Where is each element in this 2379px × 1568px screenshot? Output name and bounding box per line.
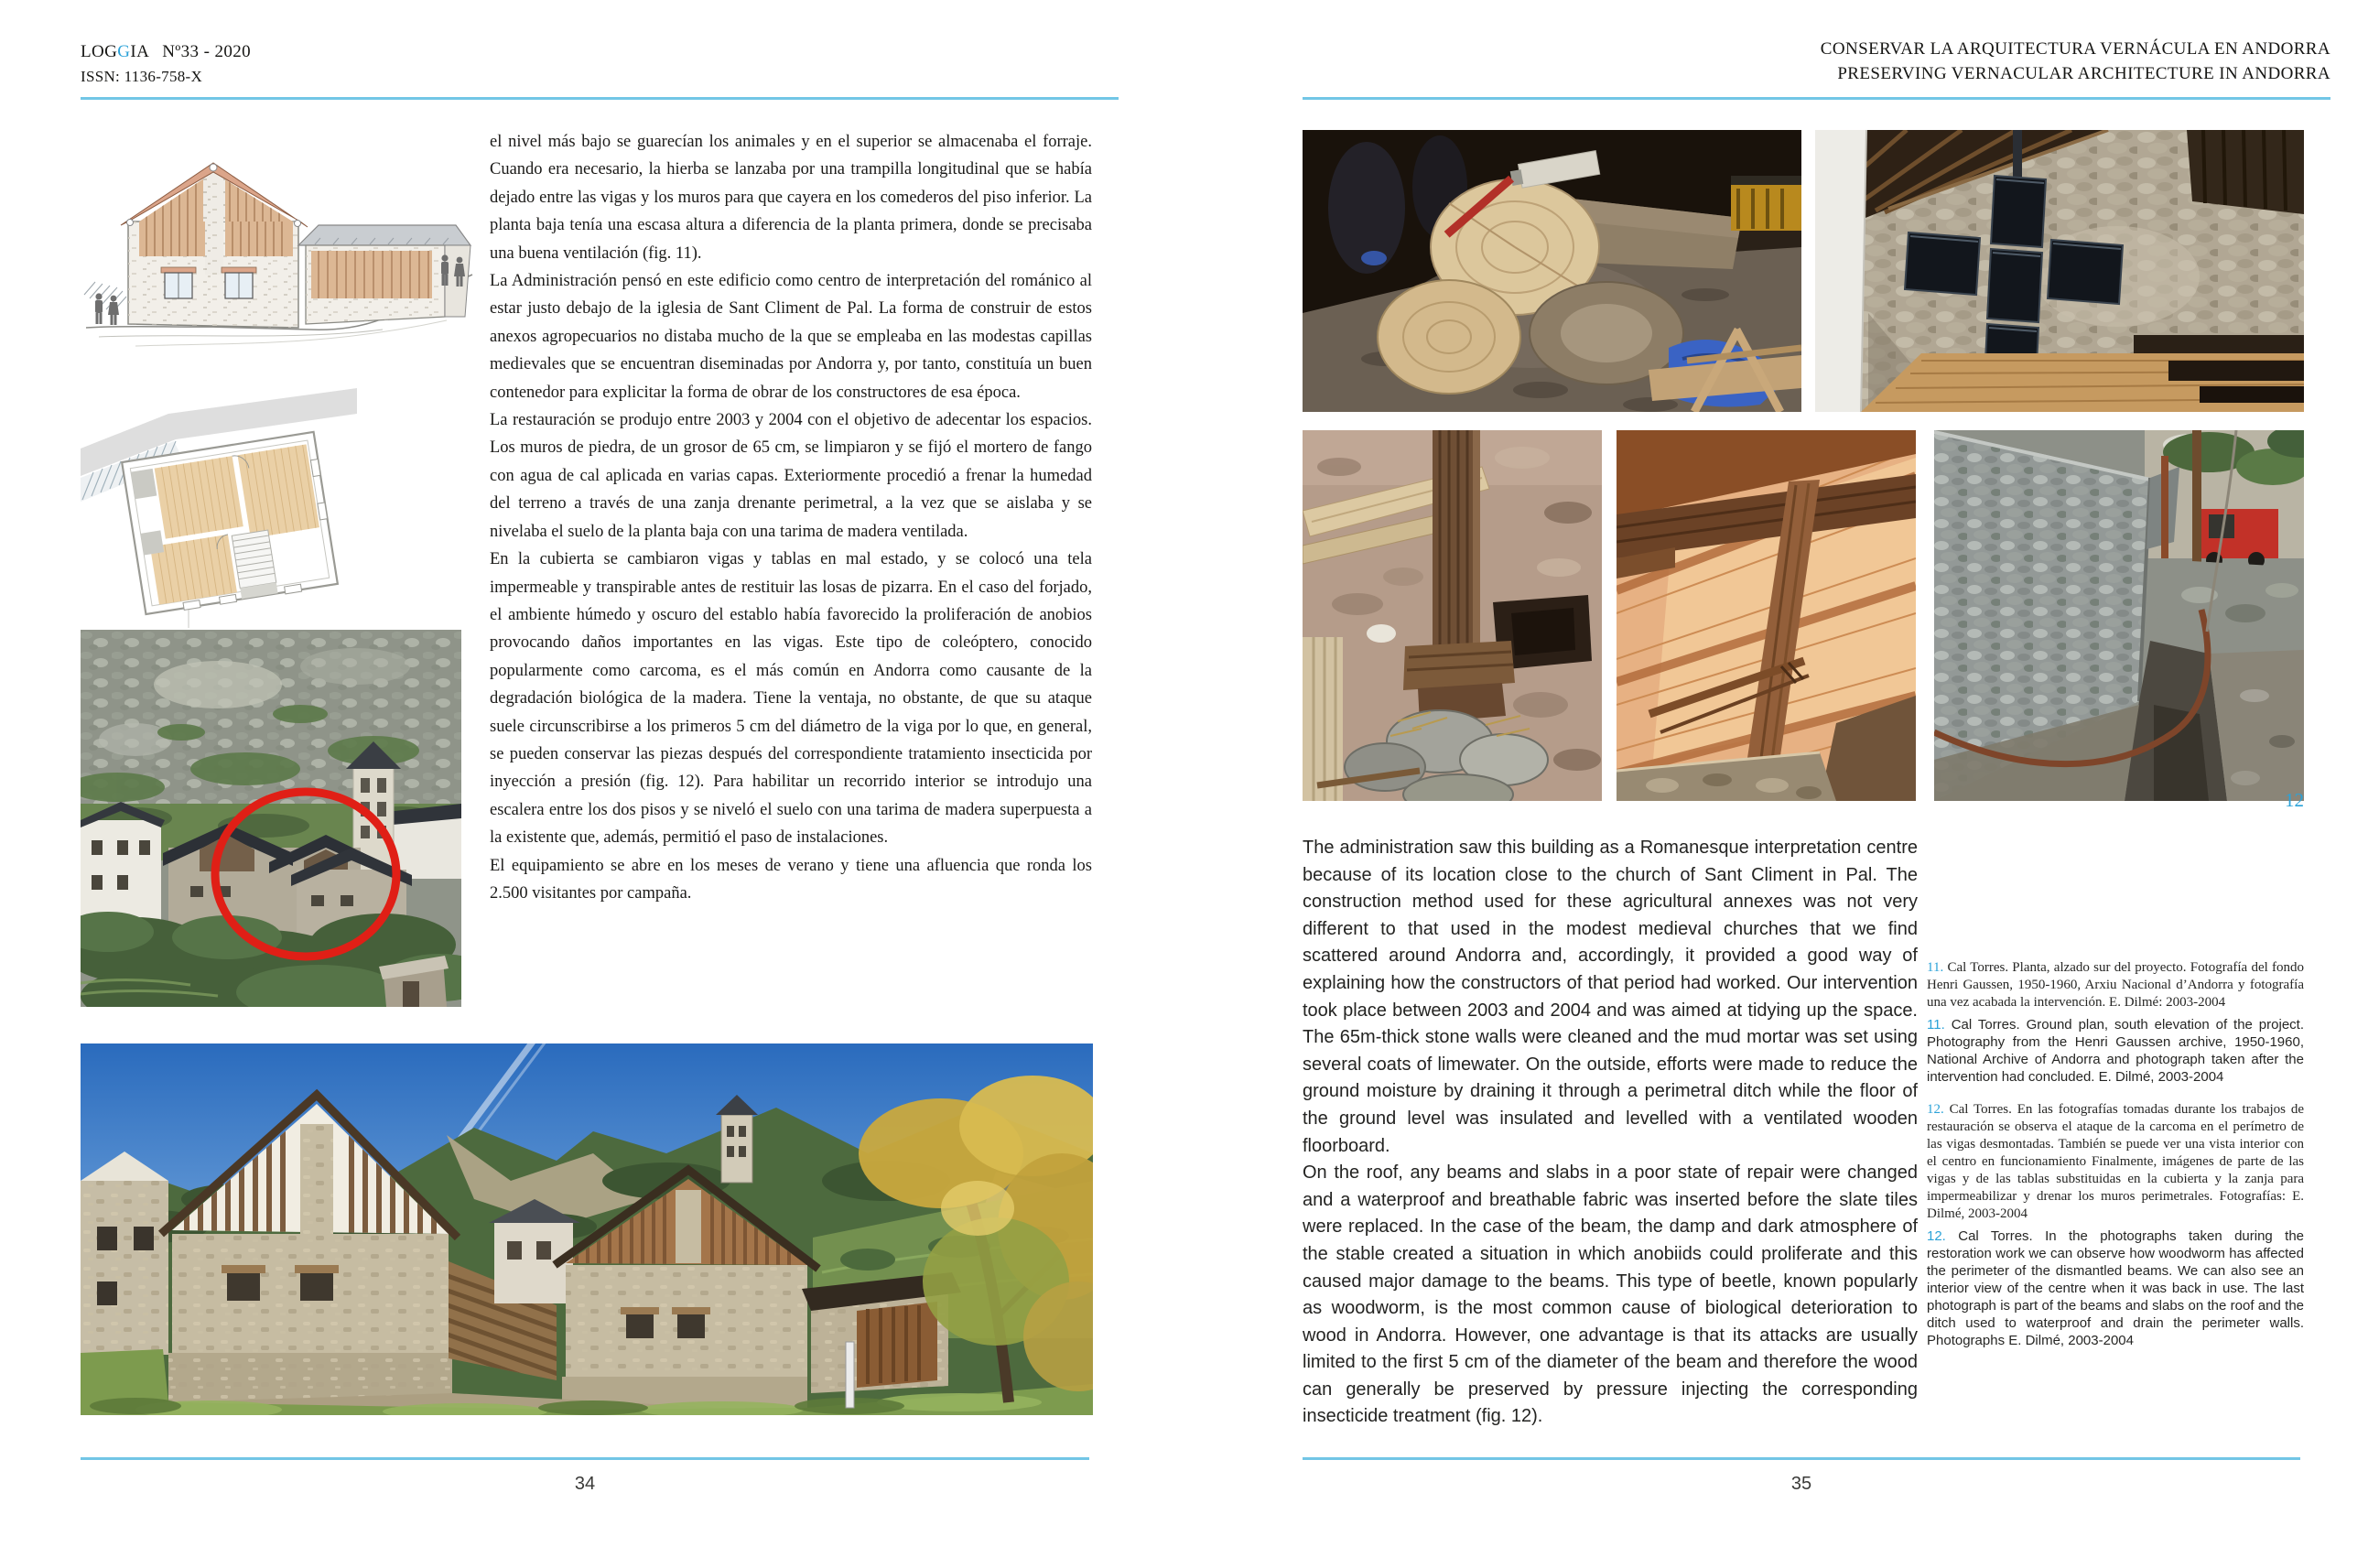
paragraph: El equipamiento se abre en los meses de verano y tiene una afluencia que ronda los 2.500 visitantes por campaña.: [490, 856, 1092, 903]
photo-centre-interior: [1815, 130, 2304, 412]
figure-12-label: 12: [2285, 789, 2304, 811]
caption-11-es: 11. Cal Torres. Planta, alzado sur del proyecto. Fotografía del fondo Henri Gaussen, 1950-1960, Arxiu Nacional d’Andorra y fotografía una vez acabada la intervención. E. Dilmé: 2003-2004: [1927, 960, 2305, 1010]
brand-ia: IA: [130, 42, 150, 61]
body-text-spanish: [490, 128, 1092, 907]
brand-log: LOG: [81, 42, 118, 61]
bottom-rule-right: [1303, 1457, 2300, 1460]
running-head-en: PRESERVING VERNACULAR ARCHITECTURE IN ANDORRA: [1837, 64, 2330, 83]
top-rule-right: [1303, 97, 2330, 100]
paragraph: el nivel más bajo se guarecían los animales y en el superior se almacenaba el forraje. Cuando era necesario, la hierba se lanzaba por una trampilla longitudinal que se había dejado entre las vigas y los muros para que cayera en los comederos del piso inferior. La planta baja tenía una escasa altura a diferencia de la planta primera, donde se precisaba una buena ventilación (fig. 11).: [490, 133, 1092, 263]
body-text-english: [1303, 835, 1918, 1431]
paragraph: La restauración se produjo entre 2003 y 2004 con el objetivo de adecentar los espacios. Los muros de piedra, de un grosor de 65 cm, se limpiaron y se fijó el mortero de fango con agua de cal aplicada en varias capas. Exteriormente procedió a frenar la humedad del terreno a través de una zanja drenante perimetral, a la vez que se aislaba y se nivelaba el suelo de la planta baja con una tarima de madera ventilada.: [490, 411, 1092, 541]
issue-number: Nº33 - 2020: [162, 42, 252, 61]
figure-elevation-drawing: [81, 137, 476, 357]
photo-drainage-ditch: [1934, 430, 2304, 801]
caption-number: 12.: [1927, 1228, 1946, 1244]
brand-accent-g: G: [117, 42, 131, 61]
photo-roof-interior: [1617, 430, 1916, 801]
captions-column: [1927, 959, 2304, 1349]
paragraph: En la cubierta se cambiaron vigas y tablas en mal estado, y se colocó una tela impermeable y transpirable antes de restituir las losas de pizarra. En el caso del forjado, el ambiente húmedo y oscuro del establo había favorecido la proliferación de anobios provocando daños importantes en las vigas. Este tipo de coleóptero, conocido popularmente como carcoma, es el más común en Andorra como causante de la degradación biológica de la madera. Tiene la ventaja, no obstante, de que su ataque suele circunscribirse a los primeros 5 cm del diámetro de la viga por lo que, en general, se pueden conservar las piezas después del correspondiente tratamiento insecticida por inyección a presión (fig. 12). Para habilitar un recorrido interior se introdujo una escalera entre los dos pisos y se niveló el suelo con una tarima de madera superpuesta a la existente que, además, permitió el paso de instalaciones.: [490, 550, 1092, 848]
photo-beam-woodworm: [1303, 430, 1602, 801]
caption-number: 11.: [1927, 960, 1944, 975]
photo-restored-buildings: [81, 1044, 1093, 1415]
running-head: [1303, 37, 2330, 86]
photo-dismantled-beams: [1303, 130, 1801, 412]
photo-village-pal-historic: [81, 630, 461, 1007]
paragraph: La Administración pensó en este edificio como centro de interpretación del románico al estar justo debajo de la iglesia de Sant Climent de Pal. La forma de construir de estos anexos agropecuarios no distaba mucho de la que se empleaba en las modestas capillas medievales que se encuentran diseminadas por Andorra y, por tanto, constituía un buen contenedor para explicitar la forma de obrar de los constructores de esa época.: [490, 272, 1092, 402]
page-number-left: 34: [574, 1474, 596, 1494]
caption-11-en: 11. Cal Torres. Ground plan, south elevation of the project. Photography from the Henri Gaussen archive, 1950-1960, National Archive of Andorra and photograph taken after the intervention had concluded. E. Dilmé, 2003-2004: [1927, 1017, 2304, 1085]
journal-masthead: [81, 40, 251, 64]
caption-12-en: 12. Cal Torres. In the photographs taken during the restoration work we can observe how woodworm has affected the perimeter of the dismantled beams. We can also see an interior view of the centre when it was back in use. The last photograph is part of the beams and slabs on the roof and the ditch used to waterproof and drain the perimeter walls. Photographs E. Dilmé, 2003-2004: [1927, 1228, 2304, 1348]
paragraph: The administration saw this building as a Romanesque interpretation centre because of its location close to the church of Sant Climent in Pal. The construction method used for these agricultural annexes was not very different to that used in the modest medieval churches that we find scattered around Andorra and, accordingly, it provided a good way of explaining how the constructors of that period had worked. Our intervention took place between 2003 and 2004 and was aimed at tidying up the space. The 65m-thick stone walls were cleaned and the mud mortar was set using several coats of limewater. On the outside, efforts were made to reduce the ground moisture by draining it through a perimetral ditch while the floor of the ground level was insulated and levelled with a ventilated wooden floorboard.: [1303, 838, 1918, 1156]
top-rule-left: [81, 97, 1119, 100]
caption-12-es: 12. Cal Torres. En las fotografías tomadas durante los trabajos de restauración se observa el ataque de la carcoma en el perímetro de las vigas desmontadas. También se puede ver una vista interior con el centro en funcionamiento Finalmente, imágenes de parte de las vigas y de las tablas substituidas en la cubierta y la zanja para impermeabilizar y drenar los muros perimetrales. Fotografías: E. Dilmé, 2003-2004: [1927, 1102, 2304, 1221]
issn: ISSN: 1136-758-X: [81, 68, 203, 85]
bottom-rule-left: [81, 1457, 1089, 1460]
running-head-es: CONSERVAR LA ARQUITECTURA VERNÁCULA EN ANDORRA: [1820, 39, 2330, 59]
page-number-right: 35: [1790, 1474, 1812, 1494]
figure-ground-plan: [81, 383, 357, 630]
caption-number: 11.: [1927, 1017, 1945, 1033]
paragraph: On the roof, any beams and slabs in a poor state of repair were changed and a waterproof and breathable fabric was inserted before the slate tiles were replaced. In the case of the beam, the damp and dark atmosphere of the stable created a situation in which anobiids could proliferate and this caused major damage to the beams. This type of beetle, known popularly as woodworm, is the most common cause of biological deterioration to wood in Andorra. However, one advantage is that its attacks are usually limited to the first 5 cm of the diameter of the beam and therefore the wood can generally be preserved by pressure injecting the corresponding insecticide treatment (fig. 12).: [1303, 1162, 1918, 1427]
caption-number: 12.: [1927, 1102, 1944, 1117]
